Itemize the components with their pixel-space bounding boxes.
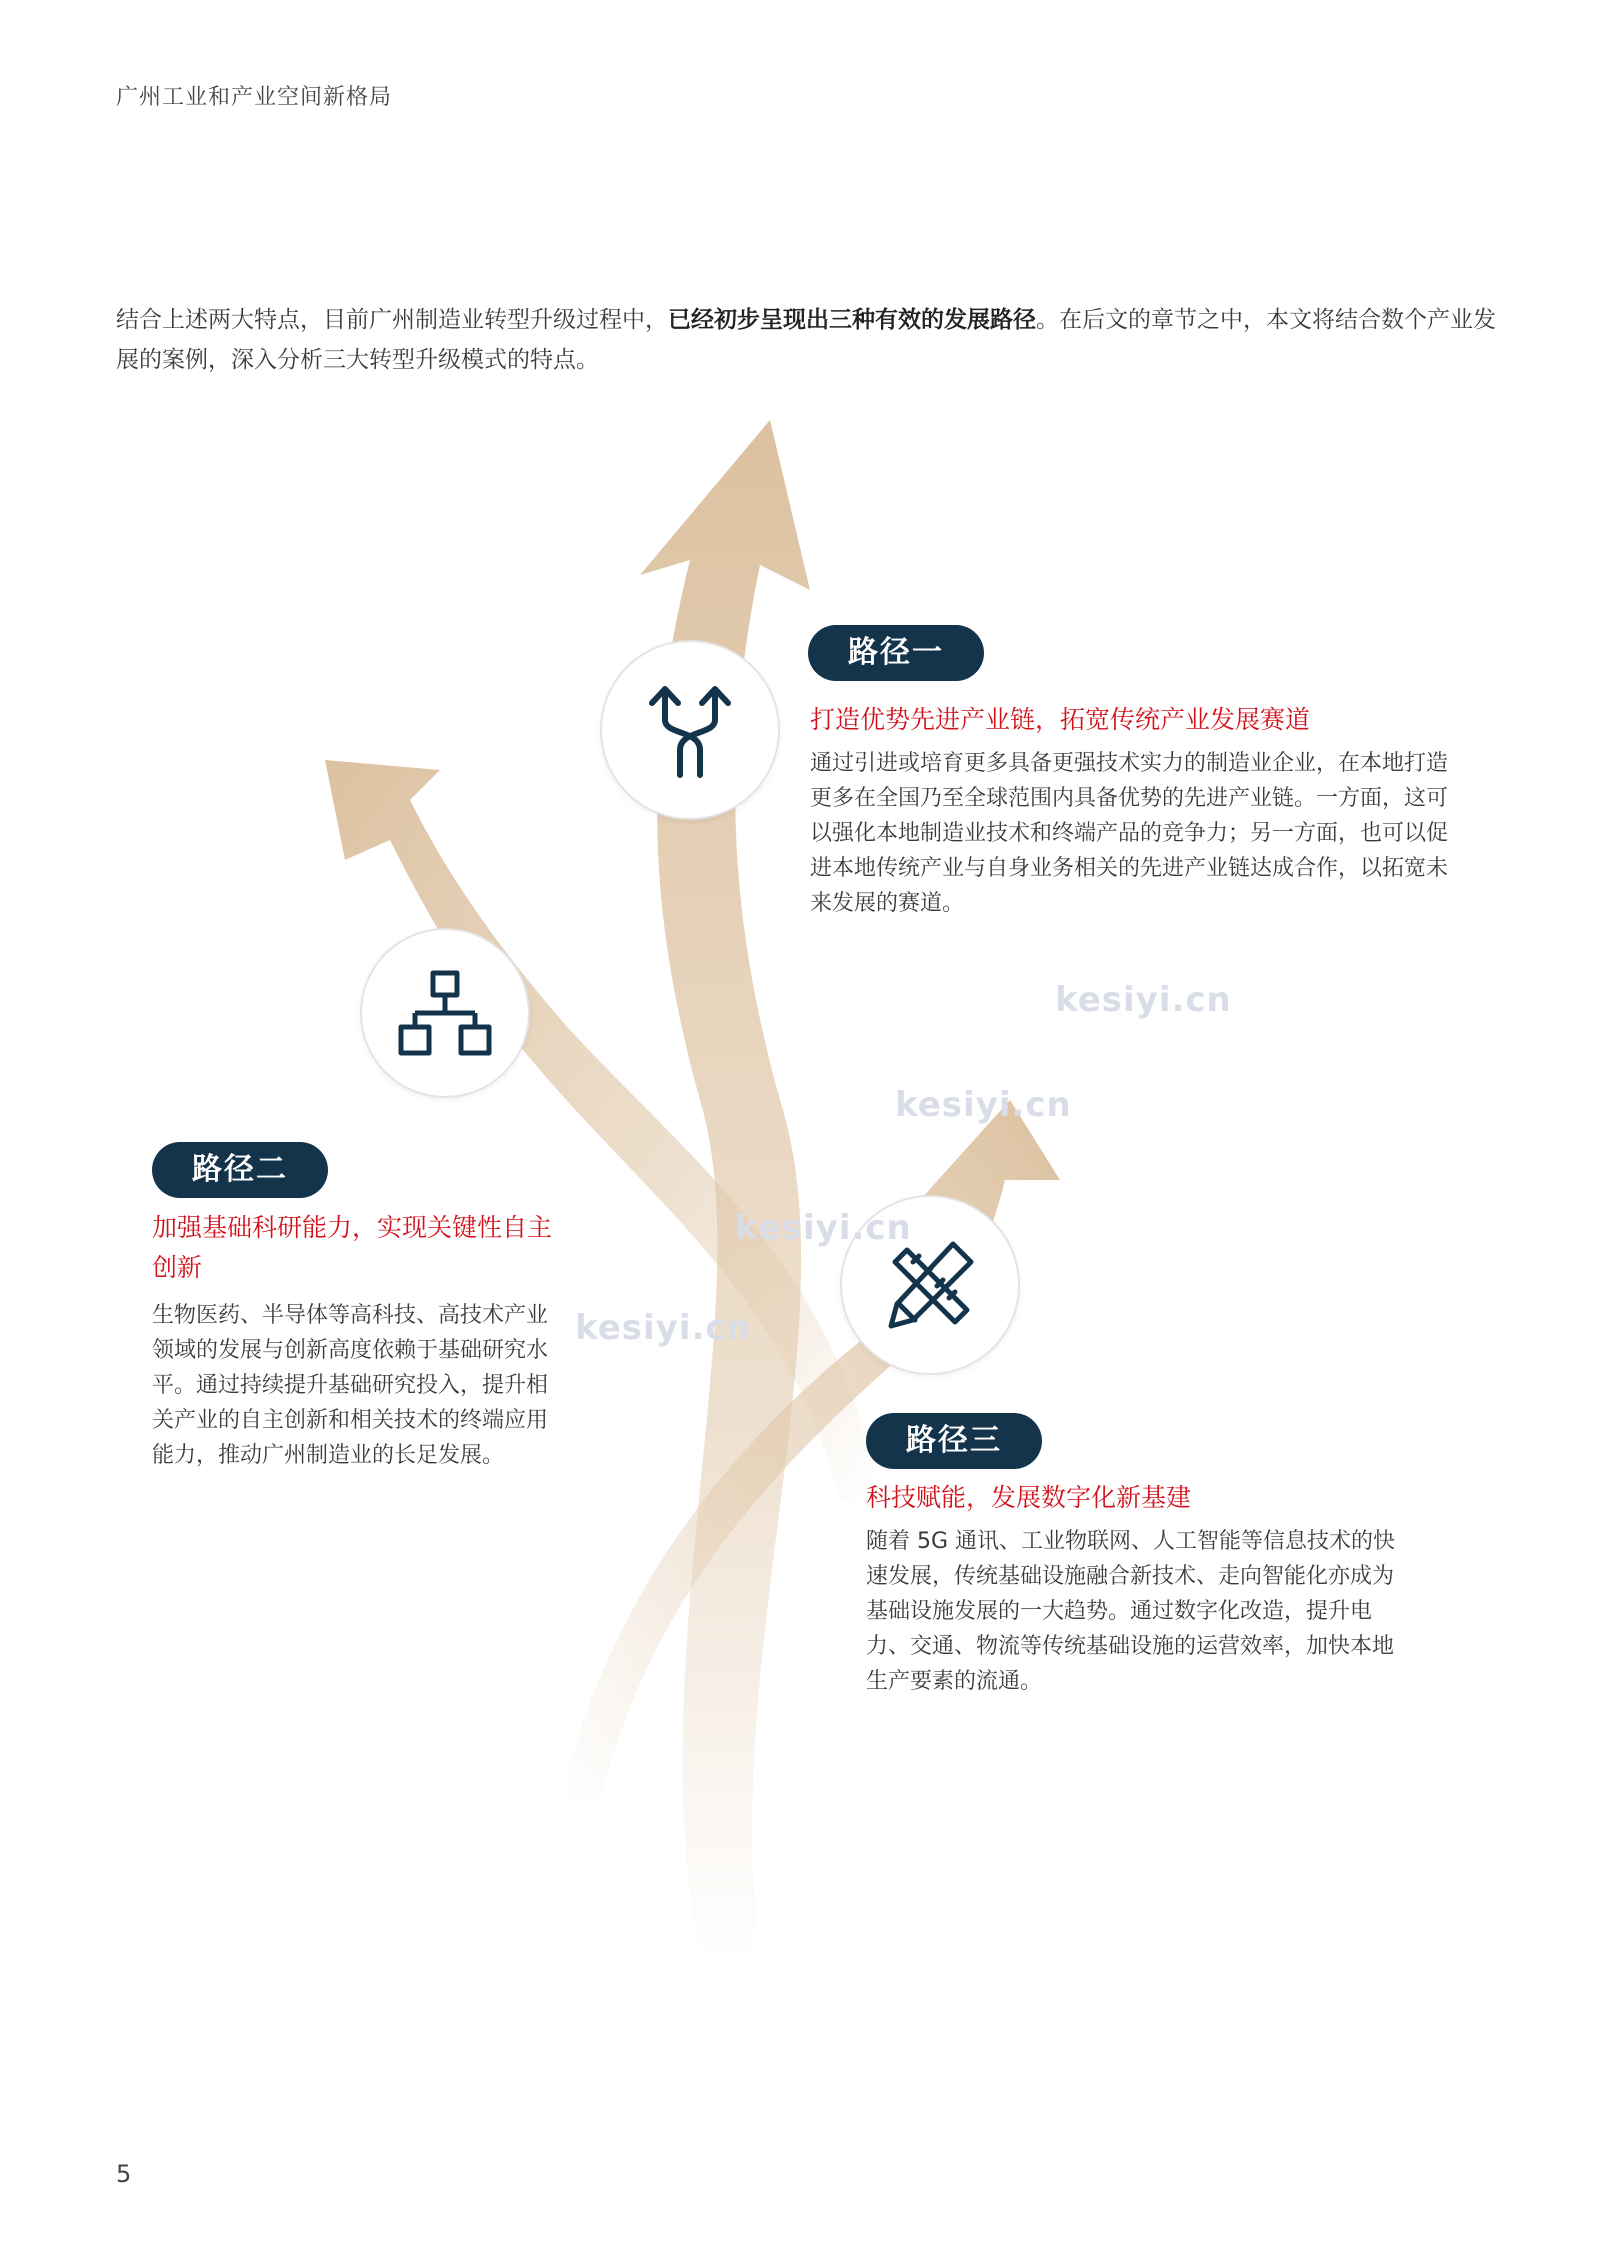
- intro-text-bold: 已经初步呈现出三种有效的发展路径: [668, 307, 1036, 333]
- path-two-icon-circle: [360, 928, 530, 1098]
- path-two-desc: 生物医药、半导体等高科技、高技术产业领域的发展与创新高度依赖于基础研究水平。通过持续提升基础研究投入，提升相关产业的自主创新和相关技术的终端应用能力，推动广州制造业的长足发展。: [152, 1303, 549, 1468]
- watermark-4: kesiyi.cn: [575, 1308, 752, 1348]
- hierarchy-icon: [395, 963, 495, 1063]
- intro-text-1: 结合上述两大特点，目前广州制造业转型升级过程中，: [116, 307, 668, 333]
- intro-text-2: 。在后文的章节之中，本文将结合数个产业发展的案例，深入分析三大转型升级模式的特点。: [116, 307, 1496, 373]
- path-two-badge: 路径二: [152, 1142, 328, 1198]
- path-one-badge: 路径一: [808, 625, 984, 681]
- path-one-title: 打造优势先进产业链，拓宽传统产业发展赛道: [810, 705, 1311, 734]
- page-number: 5: [116, 2160, 132, 2188]
- watermark-3: kesiyi.cn: [735, 1208, 912, 1248]
- path-two-title: 加强基础科研能力，实现关键性自主创新: [152, 1213, 553, 1282]
- running-header: 广州工业和产业空间新格局: [116, 85, 393, 110]
- watermark-2: kesiyi.cn: [895, 1085, 1072, 1125]
- path-three-badge: 路径三: [866, 1413, 1042, 1469]
- watermark-1: kesiyi.cn: [1055, 980, 1232, 1020]
- path-one-icon-circle: [600, 640, 780, 820]
- split-arrows-icon: [640, 675, 740, 785]
- path-three-title: 科技赋能，发展数字化新基建: [866, 1483, 1192, 1512]
- path-one-desc: 通过引进或培育更多具备更强技术实力的制造业企业，在本地打造更多在全国乃至全球范围内具备优势的先进产业链。一方面，这可以强化本地制造业技术和终端产品的竞争力；另一方面，也可以促进本地传统产业与自身业务相关的先进产业链达成合作，以拓宽未来发展的赛道。: [810, 751, 1449, 916]
- path-three-desc: 随着 5G 通讯、工业物联网、人工智能等信息技术的快速发展，传统基础设施融合新技术、走向智能化亦成为基础设施发展的一大趋势。通过数字化改造，提升电力、交通、物流等传统基础设施的运营效率，加快本地生产要素的流通。: [866, 1529, 1396, 1694]
